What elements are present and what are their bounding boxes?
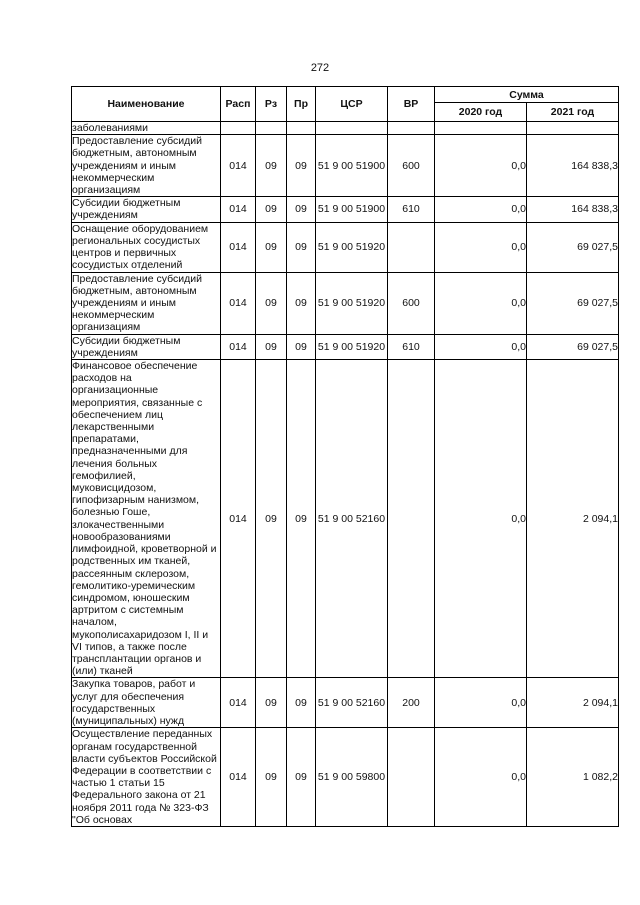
cell-name: заболеваниями [72,122,221,135]
cell-2020: 0,0 [435,222,527,272]
table-row [72,135,619,197]
cell-2020: 0,0 [435,678,527,728]
table-row [72,360,619,678]
cell-rasp: 014 [221,360,256,678]
header-pr: Пр [287,87,316,122]
cell-rz: 09 [256,222,287,272]
table-header [72,87,619,122]
cell-pr: 09 [287,334,316,359]
header-year-2021: 2021 год [527,103,619,122]
cell-vr: 610 [388,197,435,222]
table-row [72,222,619,272]
cell-rz: 09 [256,728,287,827]
cell-vr: 600 [388,135,435,197]
cell-2021: 69 027,5 [527,222,619,272]
budget-table [71,86,619,827]
cell-rz [256,122,287,135]
cell-2020 [435,122,527,135]
cell-rasp [221,122,256,135]
page-number: 272 [310,62,330,74]
cell-rz: 09 [256,272,287,334]
cell-2020: 0,0 [435,197,527,222]
cell-rz: 09 [256,678,287,728]
table-row [72,334,619,359]
table-row [72,122,619,135]
header-vr: ВР [388,87,435,122]
cell-csr: 51 9 00 51920 [316,222,388,272]
cell-vr: 200 [388,678,435,728]
cell-rz: 09 [256,360,287,678]
cell-2021: 164 838,3 [527,197,619,222]
cell-csr: 51 9 00 51900 [316,197,388,222]
header-rz: Рз [256,87,287,122]
cell-name: Предоставление субсидий бюджетным, автономным учреждениям и иным некоммерческим организациям [72,272,221,334]
table-body [72,122,619,827]
cell-rz: 09 [256,197,287,222]
cell-pr [287,122,316,135]
cell-name: Субсидии бюджетным учреждениям [72,197,221,222]
cell-name: Оснащение оборудованием региональных сосудистых центров и первичных сосудистых отделений [72,222,221,272]
cell-csr [316,122,388,135]
table-row [72,197,619,222]
cell-vr: 610 [388,334,435,359]
cell-csr: 51 9 00 51920 [316,272,388,334]
cell-2021: 1 082,2 [527,728,619,827]
cell-vr [388,222,435,272]
cell-pr: 09 [287,678,316,728]
cell-2020: 0,0 [435,360,527,678]
cell-2020: 0,0 [435,334,527,359]
cell-rz: 09 [256,334,287,359]
cell-vr [388,728,435,827]
cell-rasp: 014 [221,197,256,222]
table-row [72,728,619,827]
cell-vr [388,122,435,135]
cell-2021: 2 094,1 [527,360,619,678]
cell-pr: 09 [287,360,316,678]
cell-csr: 51 9 00 52160 [316,360,388,678]
cell-rasp: 014 [221,135,256,197]
header-name: Наименование [72,87,221,122]
cell-csr: 51 9 00 51900 [316,135,388,197]
cell-csr: 51 9 00 59800 [316,728,388,827]
cell-pr: 09 [287,728,316,827]
table-row [72,272,619,334]
cell-rasp: 014 [221,334,256,359]
cell-vr [388,360,435,678]
cell-rasp: 014 [221,222,256,272]
cell-pr: 09 [287,222,316,272]
cell-pr: 09 [287,272,316,334]
cell-name: Субсидии бюджетным учреждениям [72,334,221,359]
cell-rasp: 014 [221,272,256,334]
cell-2021: 2 094,1 [527,678,619,728]
header-rasp: Расп [221,87,256,122]
cell-rasp: 014 [221,678,256,728]
cell-csr: 51 9 00 52160 [316,678,388,728]
cell-2021 [527,122,619,135]
cell-name: Финансовое обеспечение расходов на организационные мероприятия, связанные с обеспечением лиц лекарственными препаратами, предназначенными для лечения больных гемофилией, муковисцидозом, гипофизарным нанизмом, болезнью Гоше, злокачественными новообразованиями лимфоидной, кроветворной и родственных им тканей, рассеянным склерозом, гемолитико-уремическим синдромом, юношеским артритом с системным началом, мукополисахаридозом I, II и VI типов, а также после трансплантации органов и (или) тканей [72,360,221,678]
cell-name: Предоставление субсидий бюджетным, автономным учреждениям и иным некоммерческим организациям [72,135,221,197]
cell-rasp: 014 [221,728,256,827]
cell-2021: 164 838,3 [527,135,619,197]
cell-2020: 0,0 [435,135,527,197]
cell-2020: 0,0 [435,272,527,334]
header-sum: Сумма [435,87,619,103]
cell-2020: 0,0 [435,728,527,827]
table-row [72,678,619,728]
cell-2021: 69 027,5 [527,334,619,359]
cell-2021: 69 027,5 [527,272,619,334]
cell-pr: 09 [287,135,316,197]
cell-pr: 09 [287,197,316,222]
cell-name: Осуществление переданных органам государственной власти субъектов Российской Федерации в соответствии с частью 1 статьи 15 Федерального закона от 21 ноября 2011 года № 323-ФЗ "Об основах [72,728,221,827]
cell-vr: 600 [388,272,435,334]
cell-name: Закупка товаров, работ и услуг для обеспечения государственных (муниципальных) нужд [72,678,221,728]
header-csr: ЦСР [316,87,388,122]
header-year-2020: 2020 год [435,103,527,122]
cell-rz: 09 [256,135,287,197]
cell-csr: 51 9 00 51920 [316,334,388,359]
